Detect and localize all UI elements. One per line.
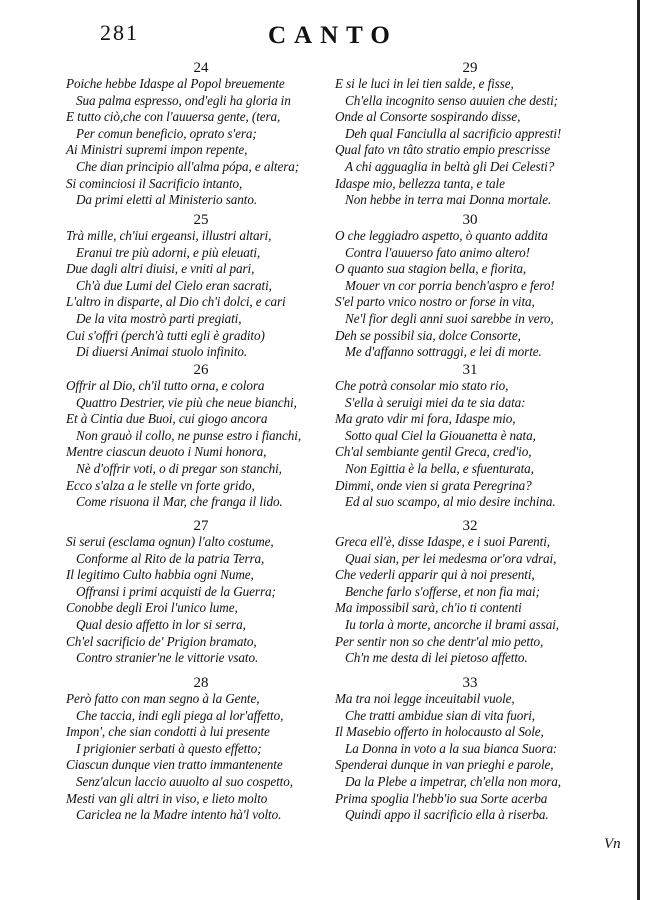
verse-line: Iu torla à morte, ancorche il brami assai,	[345, 616, 559, 632]
verse-line: Benche farlo s'offerse, et non fia mai;	[345, 583, 540, 599]
verse-line: Il Masebio offerto in holocausto al Sole,	[335, 724, 544, 740]
stanza	[335, 60, 605, 209]
verse-line: Cariclea ne la Madre intento hà'l volto.	[76, 807, 282, 823]
stanza-number: 33	[462, 675, 478, 691]
verse-line: Trà mille, ch'iui ergeansi, illustri altari,	[66, 228, 272, 243]
verse-line: Però fatto con man segno à la Gente,	[66, 691, 260, 706]
verse-line: Onde al Consorte sospirando disse,	[335, 109, 521, 125]
verse-line: Contro stranier'ne le vittorie vsato.	[76, 650, 259, 666]
verse-line: De la vita mostrò parti pregiati,	[76, 310, 242, 326]
verse-line: Di diuersi Animai stuolo infinito.	[76, 344, 248, 360]
stanza-number: 27	[193, 518, 209, 534]
stanza-number: 29	[462, 60, 478, 76]
verse-line: Ed al suo scampo, al mio desire inchina.	[345, 494, 556, 510]
stanza	[335, 518, 605, 667]
verse-line: Mentre ciascun deuoto i Numi honora,	[66, 444, 267, 460]
verse-line: Prima spoglia l'hebb'io sua Sorte acerba	[335, 790, 548, 806]
verse-line: I prigionier serbati à questo effetto;	[76, 740, 262, 756]
verse-line: O che leggiadro aspetto, ò quanto addita	[335, 228, 548, 243]
verse-line: Si cominciosi il Sacrificio intanto,	[66, 175, 243, 191]
stanza-number: 24	[193, 60, 209, 76]
verse-line: Quai sian, per lei medesma or'ora vdrai,	[345, 550, 557, 566]
verse-line: A chi agguaglia in beltà gli Dei Celesti?	[345, 158, 555, 174]
verse-line: Per comun beneficio, oprato s'era;	[76, 125, 257, 141]
verse-line: Greca ell'è, disse Idaspe, e i suoi Parenti,	[335, 534, 550, 549]
verse-line: Per sentir non so che dentr'al mio petto,	[335, 633, 544, 649]
verse-line: Come risuona il Mar, che franga il lido.	[76, 494, 283, 510]
verse-line: Non Egittia è la bella, e sfuenturata,	[345, 460, 534, 476]
stanza-number: 31	[462, 362, 478, 378]
verse-line: L'altro in disparte, al Dio ch'i dolci, e cari	[66, 294, 286, 310]
verse-line: Spenderai dunque in van prieghi e parole,	[335, 757, 554, 773]
verse-line: Deh se possibil sia, dolce Consorte,	[335, 327, 521, 343]
stanza	[66, 362, 336, 511]
verse-line: Ch'el sacrificio de' Prigion bramato,	[66, 633, 257, 649]
stanza	[335, 212, 605, 361]
page-edge-shadow	[637, 0, 640, 900]
verse-line: S'el parto vnico nostro or forse in vita,	[335, 294, 535, 310]
verse-line: Conforme al Rito de la patria Terra,	[76, 550, 265, 566]
verse-line: O quanto sua stagion bella, e fiorita,	[335, 261, 527, 277]
verse-line: S'ella à seruigi miei da te sia data:	[345, 394, 526, 410]
verse-line: Poiche hebbe Idaspe al Popol breuemente	[66, 76, 285, 91]
verse-line: Che tratti ambidue sian di vita fuori,	[345, 707, 535, 723]
verse-line: Che dian principio all'alma pópa, e altera;	[76, 158, 300, 174]
verse-line: Ch'n me desta di lei pietoso affetto.	[345, 650, 528, 666]
verse-line: Che taccia, indi egli piega al lor'affetto,	[76, 707, 284, 723]
verse-line: Cui s'offri (perch'à tutti egli è gradito)	[66, 327, 265, 343]
stanza	[335, 675, 605, 824]
verse-line: Ch'à due Lumi del Cielo eran sacrati,	[76, 277, 272, 293]
verse-line: E tutto ciò,che con l'auuersa gente, (tera,	[66, 109, 281, 125]
verse-line: Ciascun dunque vien tratto immantenente	[66, 757, 283, 773]
verse-line: Due dagli altri diuisi, e vniti al pari,	[66, 261, 255, 277]
verse-line: Ai Ministri supremi impon repente,	[66, 142, 248, 158]
verse-line: Eranui tre più adorni, e più eleuati,	[76, 244, 261, 260]
verse-line: Non grauò il collo, ne punse estro i fianchi,	[76, 427, 302, 443]
verse-line: Ecco s'alza a le stelle vn forte grido,	[66, 477, 255, 493]
verse-line: Che potrà consolar mio stato rio,	[335, 378, 509, 393]
verse-line: Mesti van gli altri in viso, e lieto molto	[66, 790, 268, 806]
verse-line: Ma grato vdir mi fora, Idaspe mio,	[335, 411, 516, 427]
verse-line: Qual desio affetto in lor si serra,	[76, 616, 246, 632]
verse-line: Da primi eletti al Ministerio santo.	[76, 192, 258, 208]
catchword: Vn	[604, 836, 621, 852]
stanza	[335, 362, 605, 511]
stanza-number: 28	[193, 675, 209, 691]
stanza	[66, 212, 336, 361]
verse-line: Senz'alcun laccio auuolto al suo cospetto,	[76, 773, 293, 789]
verse-line: La Donna in voto a la sua bianca Suora:	[345, 740, 558, 756]
verse-line: Offransi i primi acquisti de la Guerra;	[76, 583, 276, 599]
verse-line: Ne'l fior degli anni suoi sarebbe in vero,	[345, 310, 554, 326]
verse-line: Et à Cintia due Buoi, cui giogo ancora	[66, 411, 268, 427]
verse-line: Il legitimo Culto habbia ogni Nume,	[66, 567, 254, 583]
running-head: CANTO	[268, 22, 398, 49]
verse-line: Ch'al sembiante gentil Greca, cred'io,	[335, 444, 532, 460]
verse-line: Contra l'auuerso fato animo altero!	[345, 244, 530, 260]
stanza-number: 32	[462, 518, 478, 534]
stanza-number: 25	[193, 212, 209, 228]
verse-line: Da la Plebe a impetrar, ch'ella non mora,	[345, 773, 561, 789]
stanza	[66, 60, 336, 209]
verse-line: Sua palma espresso, ond'egli ha gloria in	[76, 92, 291, 108]
verse-line: Conobbe degli Eroi l'unico lume,	[66, 600, 238, 616]
stanza-number: 26	[193, 362, 209, 378]
verse-line: Quindi appo il sacrificio ella à riserba.	[345, 807, 549, 823]
verse-line: Impon', che sian condotti à lui presente	[66, 724, 270, 740]
verse-line: Ma impossibil sarà, ch'io ti contenti	[335, 600, 522, 616]
verse-line: Quattro Destrier, vie più che neue bianchi,	[76, 394, 297, 410]
verse-line: Offrir al Dio, ch'il tutto orna, e colora	[66, 378, 265, 393]
verse-line: E si le luci in lei tien salde, e fisse,	[335, 76, 514, 91]
verse-line: Sotto qual Ciel la Giouanetta è nata,	[345, 427, 536, 443]
verse-line: Qual fato vn tâto stratio empio prescrisse	[335, 142, 551, 158]
page-number: 281	[100, 20, 139, 45]
verse-line: Mouer vn cor porria bench'aspro e fero!	[345, 277, 555, 293]
verse-line: Non hebbe in terra mai Donna mortale.	[345, 192, 552, 208]
verse-line: Ch'ella incognito senso auuien che desti;	[345, 92, 558, 108]
verse-line: Ma tra noi legge inceuitabil vuole,	[335, 691, 515, 706]
verse-line: Che vederli apparir qui à noi presenti,	[335, 567, 535, 583]
verse-line: Deh qual Fanciulla al sacrificio appresti!	[345, 125, 562, 141]
verse-line: Si serui (esclama ognun) l'alto costume,	[66, 534, 274, 549]
verse-line: Nè d'offrir voti, o di pregar son stanchi,	[76, 460, 282, 476]
verse-line: Dimmi, onde vien si grata Peregrina?	[335, 477, 532, 493]
stanza-number: 30	[462, 212, 478, 228]
verse-line: Me d'affanno sottraggi, e lei di morte.	[345, 344, 542, 360]
stanza	[66, 675, 336, 824]
verse-line: Idaspe mio, bellezza tanta, e tale	[335, 175, 505, 191]
stanza	[66, 518, 336, 667]
